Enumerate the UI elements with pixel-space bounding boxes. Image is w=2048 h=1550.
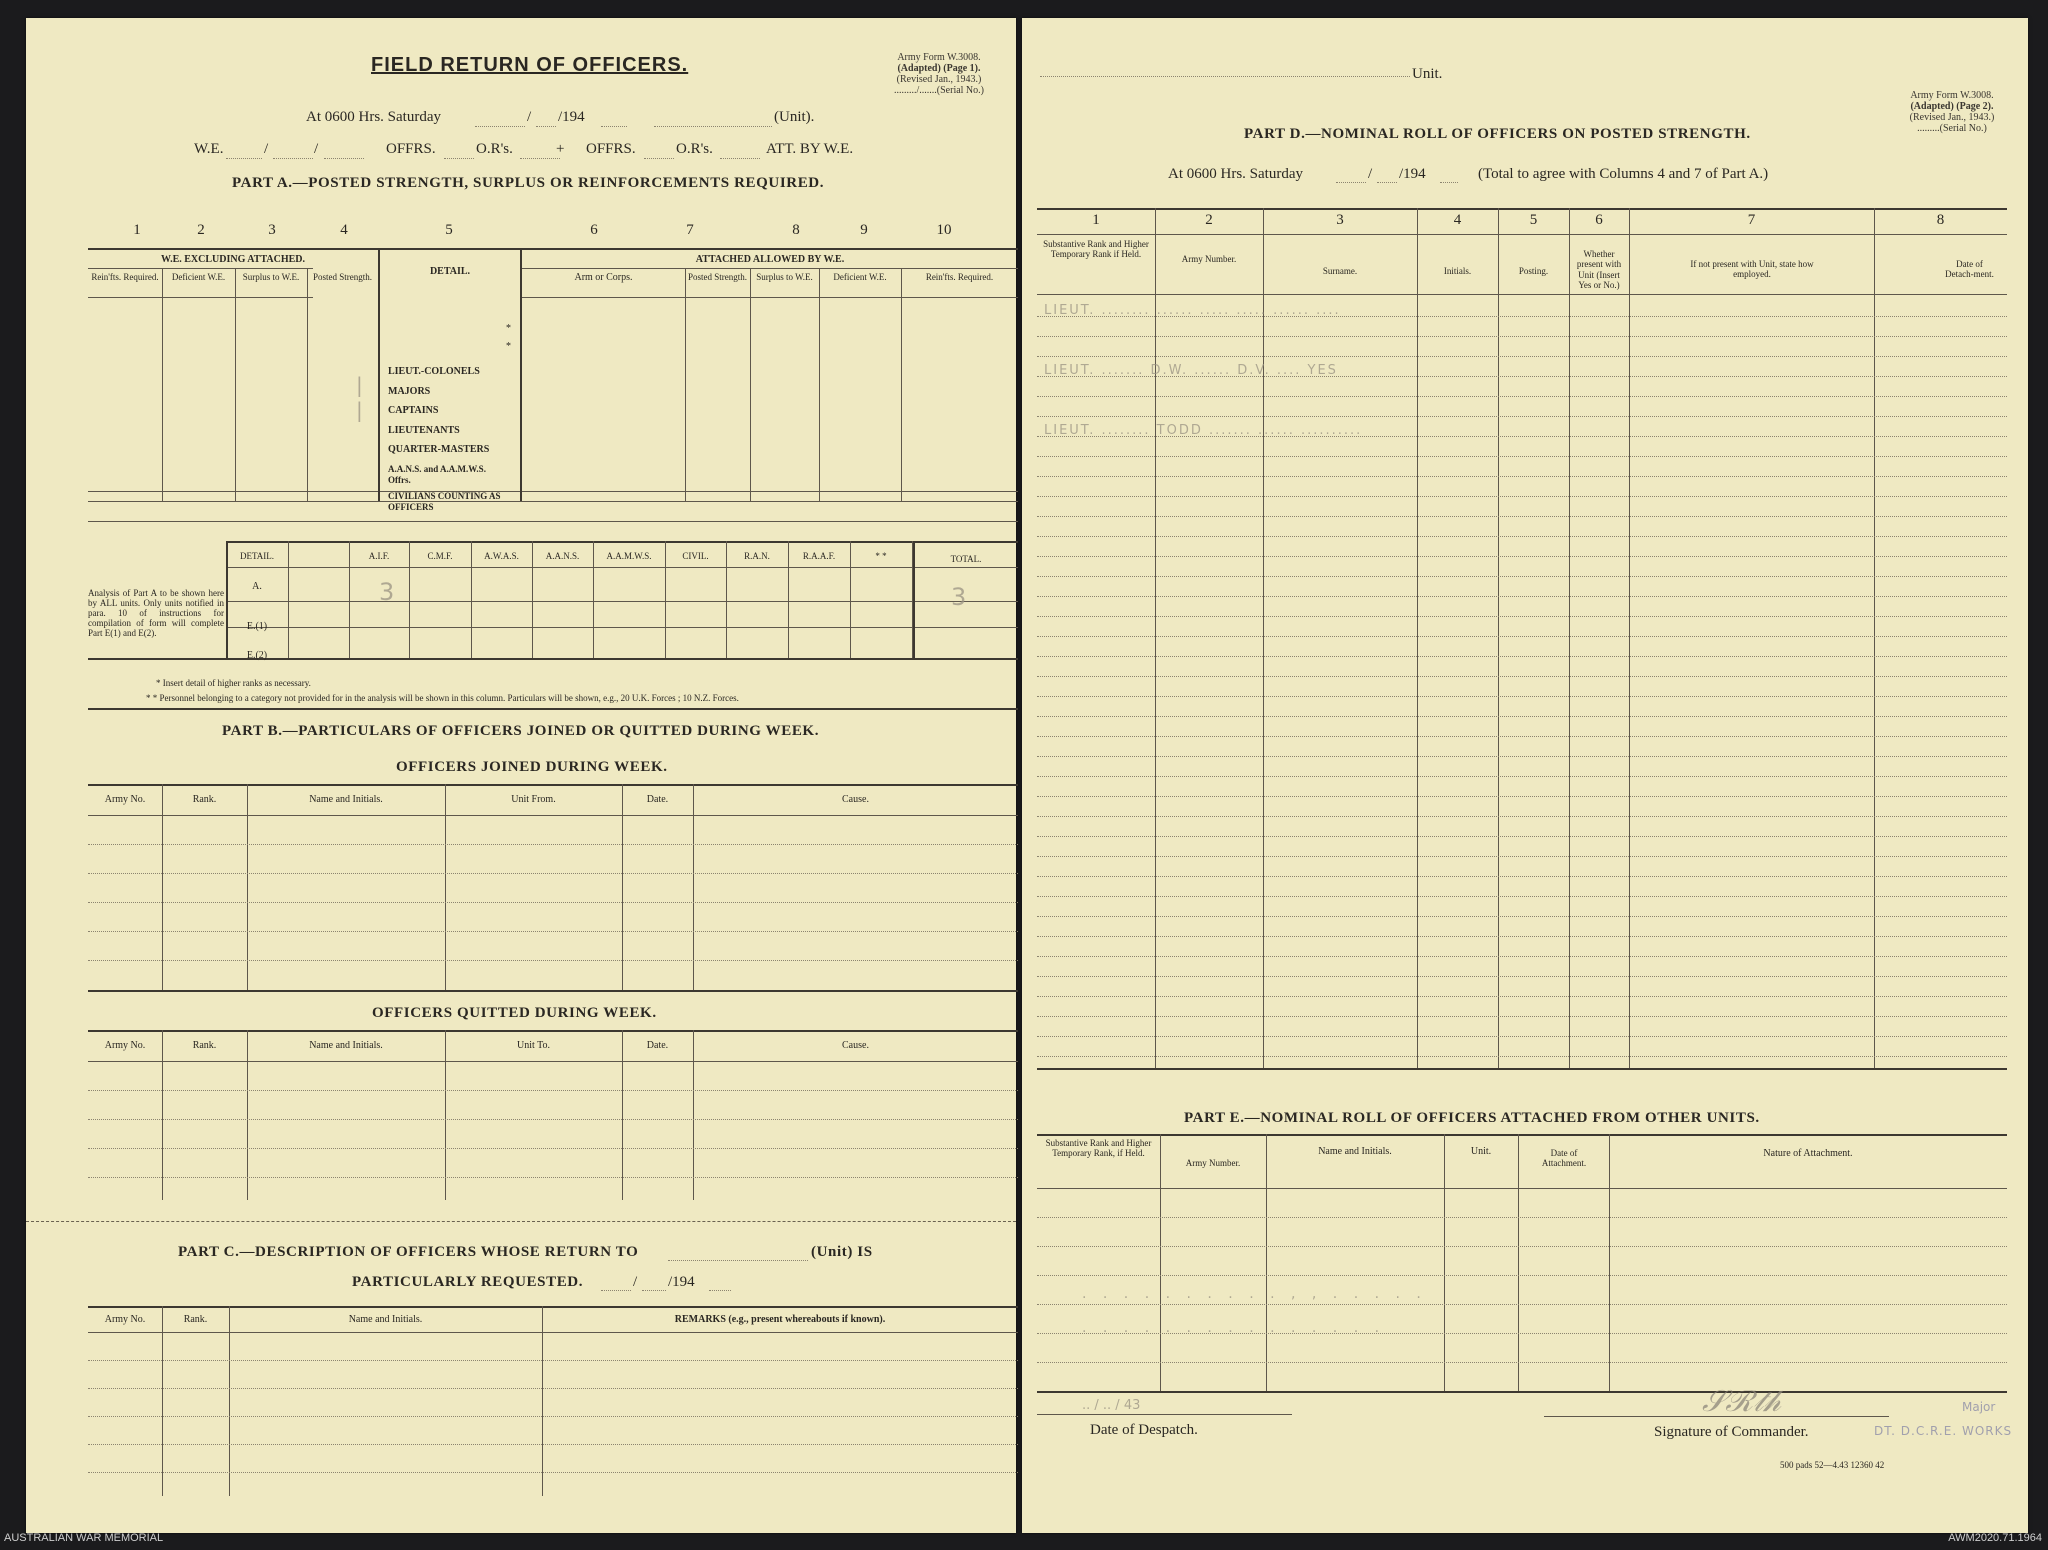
archive-reference: AWM2020.71.1964 bbox=[1948, 1532, 2042, 1544]
att-by-we-label: ATT. BY W.E. bbox=[766, 141, 854, 157]
col-header: Army No. bbox=[104, 794, 146, 805]
row-line bbox=[1037, 776, 2007, 777]
row-line bbox=[1037, 836, 2007, 837]
row-line bbox=[1037, 476, 2007, 477]
date-year: /194 bbox=[558, 109, 585, 125]
column-number: 5 bbox=[445, 222, 453, 238]
date-of-despatch-label: Date of Despatch. bbox=[1090, 1422, 1198, 1438]
row-line bbox=[1037, 656, 2007, 657]
col-header: Posted Strength. bbox=[312, 272, 372, 282]
offrs-label: OFFRS. bbox=[386, 141, 436, 157]
part-c-title: PART C.—DESCRIPTION OF OFFICERS WHOSE RETURN TO bbox=[178, 1244, 639, 1260]
row-line bbox=[1037, 876, 2007, 877]
column-number: 7 bbox=[1747, 212, 1756, 228]
analysis-col-header: A.A.M.W.S. bbox=[606, 551, 652, 561]
col-header: Date. bbox=[646, 794, 669, 805]
col-header: Deficient W.E. bbox=[833, 272, 887, 282]
right-page: Unit. Army Form W.3008. (Adapted) (Page 2). (Revised Jan., 1943.) .........(Serial No.) PART D.—NOMINAL ROLL OF OFFICERS ON POSTED STRENGTH. At 0600 Hrs. Saturday / /194 (Total to agree with Columns 4 and 7 of Part A.) 1 2 3 4 5 6 7 8 Substantive Rank and Higher Temporary Rank if Held. Army Number. Surname. Initials. Posting. Whether present with Unit (Insert Yes or No.) If not present with Unit, state how employed. Date of Detach-ment. LIEUT. ........ ...... ..... ..... ...... .... LIEUT. ....... D.W. ...... D.V. .... YES LIEUT. ........ TODD ....... ...... .......... PART E.—NOMINAL ROLL OF OFFICERS ATTACHED FROM OTHER UNITS. Substantive Rank and Higher Temporary Rank, if Held. Army Number. Name and Initials. Unit. Date of Attachment. Nature of Attachment. . . . . . . . . . . , , . . . . . . . . . . . . . . . . . . . . .. / .. / 43 Date of Despatch. 𝒮ℛ𝓉𝒽 Signature of Commander. Major DT. D.C.R.E. WORKS 500 pads 52—4.43 12360 42 bbox=[1022, 18, 2028, 1533]
analysis-row-label: E.(1) bbox=[246, 621, 268, 632]
col-header: Army Number. bbox=[1185, 1158, 1241, 1168]
form-ref-line: (Adapted) (Page 1). bbox=[897, 63, 981, 74]
date-slash: / bbox=[633, 1274, 638, 1290]
row-line bbox=[1037, 536, 2007, 537]
row-line bbox=[1037, 756, 2007, 757]
we-slash: / bbox=[264, 141, 269, 157]
at-time-label: At 0600 Hrs. Saturday bbox=[306, 109, 441, 125]
col-header: Posting. bbox=[1518, 266, 1549, 276]
row-line bbox=[1037, 916, 2007, 917]
column-number: 3 bbox=[1336, 212, 1344, 228]
we-slash: / bbox=[314, 141, 319, 157]
joined-title: OFFICERS JOINED DURING WEEK. bbox=[396, 759, 668, 775]
col-header: Posted Strength. bbox=[687, 272, 747, 282]
row-line bbox=[1037, 336, 2007, 337]
rank-item: CAPTAINS bbox=[388, 405, 439, 416]
col-header: If not present with Unit, state how employed. bbox=[1690, 259, 1814, 280]
signature-label: Signature of Commander. bbox=[1654, 1424, 1809, 1440]
column-number: 4 bbox=[340, 222, 348, 238]
date-slash: / bbox=[1368, 166, 1373, 182]
column-number: 8 bbox=[1936, 212, 1945, 228]
row-line bbox=[1037, 976, 2007, 977]
col-header: Nature of Attachment. bbox=[1763, 1148, 1853, 1159]
column-number: 10 bbox=[936, 222, 952, 238]
row-line bbox=[1037, 716, 2007, 717]
rank-list bbox=[388, 362, 518, 513]
column-number: 5 bbox=[1529, 212, 1538, 228]
part-c-unit: (Unit) IS bbox=[811, 1244, 873, 1260]
form-ref-line: (Revised Jan., 1943.) bbox=[896, 74, 982, 85]
col-header: Initials. bbox=[1443, 266, 1472, 276]
print-reference: 500 pads 52—4.43 12360 42 bbox=[1780, 1460, 1885, 1470]
ors-label-2: O.R's. bbox=[676, 141, 713, 157]
analysis-col-header: CIVIL. bbox=[682, 551, 709, 561]
row-line bbox=[1037, 1016, 2007, 1017]
col-header: Rein'fts. Required. bbox=[91, 272, 159, 282]
form-ref-line: Army Form W.3008. bbox=[897, 52, 981, 63]
col-header: Rein'fts. Required. bbox=[925, 272, 994, 282]
rank-item: A.A.N.S. and A.A.M.W.S. Offrs. bbox=[388, 463, 486, 485]
analysis-row-label: E.(2) bbox=[246, 650, 268, 661]
col-header: Unit. bbox=[1470, 1146, 1492, 1157]
col-header: Cause. bbox=[842, 794, 869, 805]
serial-number[interactable]: .........(Serial No.) bbox=[1917, 123, 1987, 134]
handwritten-aif-value: 3 bbox=[379, 578, 395, 606]
analysis-col-header: A.W.A.S. bbox=[484, 551, 519, 561]
plus-sign: + bbox=[556, 141, 565, 157]
attached-allowed-header: ATTACHED ALLOWED BY W.E. bbox=[695, 254, 845, 265]
col-header: Rank. bbox=[183, 1314, 208, 1325]
we-excluding-header: W.E. EXCLUDING ATTACHED. bbox=[160, 254, 305, 265]
col-header: Date of Detach-ment. bbox=[1945, 259, 1994, 280]
signature-mark: 𝒮ℛ𝓉𝒽 bbox=[1702, 1384, 1781, 1419]
ors-label: O.R's. bbox=[476, 141, 513, 157]
col-header: Name and Initials. bbox=[309, 1040, 383, 1051]
part-d-title: PART D.—NOMINAL ROLL OF OFFICERS ON POSTED STRENGTH. bbox=[1244, 126, 1751, 142]
form-ref-line: (Adapted) (Page 2). bbox=[1910, 101, 1994, 112]
rank-item: MAJORS bbox=[388, 385, 431, 397]
part-a-title: PART A.—POSTED STRENGTH, SURPLUS OR REINFORCEMENTS REQUIRED. bbox=[232, 175, 825, 191]
handwritten-total-value: 3 bbox=[951, 583, 967, 611]
analysis-col-header: TOTAL. bbox=[950, 554, 982, 564]
date-year: /194 bbox=[668, 1274, 695, 1290]
row-line bbox=[1037, 576, 2007, 577]
col-header: Whether present with Unit (Insert Yes or No.) bbox=[1576, 249, 1622, 291]
footnote: * * Personnel belonging to a category not provided for in the analysis will be shown in this column. Particulars will be shown, e.g., 20 U.K. Forces ; 10 N.Z. Forces. bbox=[146, 693, 739, 703]
unit-label: Unit. bbox=[1412, 66, 1443, 82]
rank-item: LIEUT.-COLONELS bbox=[388, 366, 480, 377]
column-number: 1 bbox=[133, 222, 141, 238]
col-header: Deficient W.E. bbox=[171, 272, 226, 282]
analysis-col-header: * * bbox=[875, 551, 887, 561]
col-header: Name and Initials. bbox=[348, 1314, 423, 1325]
col-header: Substantive Rank and Higher Temporary Rank if Held. bbox=[1043, 239, 1149, 260]
row-line bbox=[1037, 396, 2007, 397]
row-line bbox=[1037, 676, 2007, 677]
analysis-note: Analysis of Part A to be shown here by ALL units. Only units notified in para. 10 of instructions for compilation of form will complete Part E(1) and E(2). bbox=[88, 588, 224, 638]
col-header: Name and Initials. bbox=[309, 794, 383, 805]
col-header: Arm or Corps. bbox=[574, 272, 633, 283]
col-header: Substantive Rank and Higher Temporary Rank, if Held. bbox=[1045, 1138, 1152, 1159]
col-header: REMARKS (e.g., present whereabouts if known). bbox=[674, 1314, 886, 1325]
row-line bbox=[1037, 616, 2007, 617]
analysis-col-header: A.I.F. bbox=[368, 551, 390, 561]
row-line bbox=[1037, 1056, 2007, 1057]
unit-label: (Unit). bbox=[774, 109, 815, 125]
analysis-col-header: R.A.A.F. bbox=[802, 551, 836, 561]
row-line bbox=[1037, 856, 2007, 857]
analysis-col-header: C.M.F. bbox=[427, 551, 453, 561]
rank-item: QUARTER-MASTERS bbox=[388, 444, 490, 455]
we-label: W.E. bbox=[194, 141, 224, 157]
part-e-title: PART E.—NOMINAL ROLL OF OFFICERS ATTACHED FROM OTHER UNITS. bbox=[1184, 1110, 1760, 1126]
column-number: 7 bbox=[686, 222, 694, 238]
column-number: 3 bbox=[268, 222, 276, 238]
analysis-col-header: A.A.N.S. bbox=[545, 551, 580, 561]
col-header: Unit From. bbox=[511, 794, 556, 805]
form-title: FIELD RETURN OF OFFICERS. bbox=[371, 54, 689, 76]
row-line bbox=[1037, 896, 2007, 897]
col-header: Cause. bbox=[842, 1040, 869, 1051]
form-ref-line: Army Form W.3008. bbox=[1910, 90, 1994, 101]
offrs-label-2: OFFRS. bbox=[586, 141, 636, 157]
row-line bbox=[1037, 636, 2007, 637]
row-line bbox=[1037, 796, 2007, 797]
column-number: 1 bbox=[1092, 212, 1100, 228]
col-header: Rank. bbox=[192, 1040, 217, 1051]
row-line bbox=[1037, 996, 2007, 997]
row-line bbox=[1037, 956, 2007, 957]
star-mark: * bbox=[506, 323, 511, 334]
rank-item: LIEUTENANTS bbox=[388, 424, 460, 436]
serial-number[interactable]: ........./.......(Serial No.) bbox=[894, 85, 984, 96]
column-number: 4 bbox=[1453, 212, 1462, 228]
part-b-title: PART B.—PARTICULARS OF OFFICERS JOINED OR QUITTED DURING WEEK. bbox=[222, 723, 820, 739]
col-header: Surname. bbox=[1322, 266, 1358, 276]
form-ref-line: (Revised Jan., 1943.) bbox=[1909, 112, 1995, 123]
stamp-unit: DT. D.C.R.E. WORKS bbox=[1874, 1424, 2013, 1438]
row-line bbox=[1037, 456, 2007, 457]
col-header: Rank. bbox=[192, 794, 217, 805]
row-line bbox=[1037, 496, 2007, 497]
col-header: Date. bbox=[646, 1040, 669, 1051]
at-time-label: At 0600 Hrs. Saturday bbox=[1168, 166, 1303, 182]
archive-caption: AUSTRALIAN WAR MEMORIAL bbox=[4, 1532, 164, 1544]
star-mark: * bbox=[506, 341, 511, 352]
date-year: /194 bbox=[1399, 166, 1426, 182]
form-reference bbox=[1882, 90, 2022, 134]
footnote: * Insert detail of higher ranks as necessary. bbox=[156, 678, 311, 688]
row-line bbox=[1037, 936, 2007, 937]
col-header: Army No. bbox=[104, 1314, 146, 1325]
col-header: Army Number. bbox=[1181, 254, 1237, 264]
column-number: 6 bbox=[1595, 212, 1603, 228]
column-number: 9 bbox=[860, 222, 868, 238]
rank-item: CIVILIANS COUNTING AS OFFICERS bbox=[388, 490, 501, 512]
analysis-col-header: R.A.N. bbox=[744, 551, 770, 561]
stamp-rank: Major bbox=[1962, 1400, 1996, 1414]
column-number: 2 bbox=[197, 222, 205, 238]
col-header: Date of Attachment. bbox=[1541, 1148, 1587, 1169]
col-header: Surplus to W.E. bbox=[242, 272, 300, 282]
col-header: Name and Initials. bbox=[1318, 1146, 1392, 1157]
row-line bbox=[1037, 1036, 2007, 1037]
row-line bbox=[1037, 356, 2007, 357]
left-page: FIELD RETURN OF OFFICERS. Army Form W.3008. (Adapted) (Page 1). (Revised Jan., 1943.) ........./.......(Serial No.) At 0600 Hrs. Saturday / /194 (Unit). W.E. / / OFFRS. O.R's. + OFFRS. O.R's. ATT. BY W.E. PART A.—POSTED STRENGTH, SURPLUS OR REINFORCEMENTS REQUIRED. 1 2 3 4 5 6 7 8 9 10 W.E. EXCLUDING ATTACHED. DETAIL. ATTACHED ALLOWED BY W.E. Rein'fts. Required. Deficient W.E. Surplus to W.E. Posted Strength. Arm or Corps. Posted Strength. Surplus to W.E. Deficient W.E. Rein'fts. Required. * * LIEUT.-COLONELS MAJORS CAPTAINS LIEUTENANTS QUARTER-MASTERS A.A.N.S. and A.A.M.W.S. Offrs. CIVILIANS COUNTING AS OFFICERS | | Analysis of Part A to be shown here by ALL units. Only units notified in para. 10 of instructions for compilation of form will complete Part E(1) and E(2). DETAIL. A.I.F. C.M.F. A.W.A.S. A.A.N.S. A.A.M.W.S. CIVIL. R.A.N. R.A.A.F. * * TOTAL. A. E.(1) E.(2) 3 3 * Insert detail of higher ranks as necessary. * * Personnel belonging to a category not provided for in the analysis will be shown in this column. Particulars will be shown, e.g., 20 U.K. Forces ; 10 N.Z. Forces. PART B.—PARTICULARS OF OFFICERS JOINED OR QUITTED DURING WEEK. OFFICERS JOINED DURING WEEK. Army No. Rank. Name and Initials. Unit From. Date. Cause. OFFICERS QUITTED DURING WEEK. Army No. Rank. Name and Initials. Unit To. Date. Cause. PART C.—DESCRIPTION OF OFFICERS WHOSE RETURN TO (Unit) IS PARTICULARLY REQUESTED. / /194 Army No. Rank. Name and Initials. REMARKS (e.g., present whereabouts if known). bbox=[26, 18, 1016, 1533]
quitted-title: OFFICERS QUITTED DURING WEEK. bbox=[372, 1005, 657, 1021]
column-number: 2 bbox=[1205, 212, 1213, 228]
detail-header: DETAIL. bbox=[429, 266, 471, 277]
analysis-col-header: DETAIL. bbox=[239, 551, 275, 561]
row-line bbox=[1037, 696, 2007, 697]
column-number: 8 bbox=[792, 222, 800, 238]
row-line bbox=[1037, 736, 2007, 737]
column-number: 6 bbox=[590, 222, 598, 238]
row-line bbox=[1037, 596, 2007, 597]
cut-line bbox=[26, 1221, 1016, 1222]
form-reference bbox=[874, 52, 1004, 96]
row-line bbox=[1037, 416, 2007, 417]
col-header: Army No. bbox=[104, 1040, 146, 1051]
col-header: Unit To. bbox=[516, 1040, 550, 1051]
analysis-row-label: A. bbox=[252, 581, 262, 592]
row-line bbox=[1037, 816, 2007, 817]
date-slash: / bbox=[527, 109, 532, 125]
row-line bbox=[1037, 556, 2007, 557]
col-header: Surplus to W.E. bbox=[756, 272, 813, 282]
part-c-title-2: PARTICULARLY REQUESTED. bbox=[352, 1274, 584, 1290]
row-line bbox=[1037, 516, 2007, 517]
part-d-note: (Total to agree with Columns 4 and 7 of Part A.) bbox=[1478, 166, 1769, 182]
